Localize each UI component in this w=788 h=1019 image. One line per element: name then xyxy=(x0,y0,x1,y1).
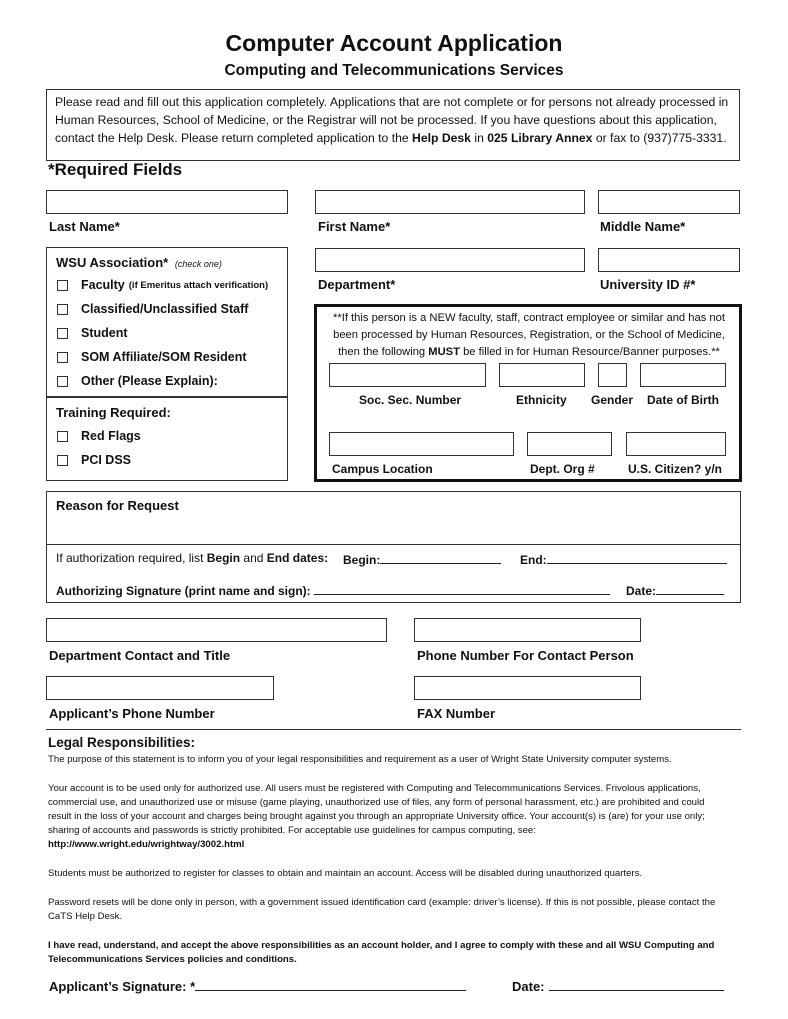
legal-divider xyxy=(46,729,741,730)
checkbox[interactable] xyxy=(57,455,68,466)
university-id-label: University ID #* xyxy=(600,277,696,292)
begin-word: Begin xyxy=(206,551,241,565)
checkbox[interactable] xyxy=(57,431,68,442)
new-person-text: **If this person is a NEW faculty, staff, contract employee or similar and has not been processed by Human Resources, Registration, or the School of Medicine, then the following xyxy=(333,312,725,358)
ethnicity-label: Ethnicity xyxy=(516,393,567,407)
option-label: Red Flags xyxy=(81,429,141,443)
authorizing-signature-line[interactable] xyxy=(314,582,610,595)
new-person-text-end: be filled in for Human Resource/Banner purposes.** xyxy=(459,346,720,358)
instructions-fax: or fax to (937)775-3331. xyxy=(592,131,727,145)
department-contact-field[interactable] xyxy=(46,618,387,642)
applicant-phone-label: Applicant’s Phone Number xyxy=(49,706,215,721)
legal-paragraph-2: Your account is to be used only for authorized use. All users must be registered with Computing and Telecommunications Services. Frivolous applications, commercial use, and unauthorized use or misuse (game playing, unauthorized use of files, any form of personal harassment, etc.) are prohibited and could result in the loss of your account and charges being brought against you through an appropriate University office. Your account(s) is (are) for your use only; sharing of accounts and passwords is strictly prohibited. For acceptable use guidelines for campus computing, see: xyxy=(48,783,705,836)
authorizing-date-line[interactable] xyxy=(656,582,724,595)
training-heading: Training Required: xyxy=(56,405,171,420)
begin-date-field[interactable] xyxy=(343,551,501,567)
legal-heading: Legal Responsibilities: xyxy=(48,735,196,750)
instructions-text: Please read and fill out this application completely. Applications that are not complete or for persons not already processed in Human Resources, School of Medicine, or the Registrar will not be processed. If you have questions about this application, contact the Help Desk. Please return completed application to the xyxy=(55,95,729,145)
campus-location-field[interactable] xyxy=(329,432,514,456)
ssn-label: Soc. Sec. Number xyxy=(359,393,462,407)
university-id-field[interactable] xyxy=(598,248,740,272)
dept-org-label: Dept. Org # xyxy=(530,462,595,476)
authorizing-signature-label: Authorizing Signature (print name and sign): xyxy=(56,584,311,598)
checkbox[interactable] xyxy=(57,280,68,291)
contact-phone-label: Phone Number For Contact Person xyxy=(417,648,634,663)
ethnicity-field[interactable] xyxy=(499,363,585,387)
dob-label: Date of Birth xyxy=(647,393,719,407)
page-title: Computer Account Application xyxy=(225,30,563,56)
department-contact-label: Department Contact and Title xyxy=(49,648,231,663)
reason-divider xyxy=(46,544,741,545)
applicant-signature-field[interactable] xyxy=(49,978,466,994)
dept-org-field[interactable] xyxy=(527,432,612,456)
page-subtitle: Computing and Telecommunications Services xyxy=(224,62,564,79)
checkbox[interactable] xyxy=(57,328,68,339)
ssn-field[interactable] xyxy=(329,363,486,387)
legal-paragraph-4: Password resets will be done only in person, with a government issued identification card (example: driver’s license). If this is not possible, please contact the CaTS Help Desk. xyxy=(48,897,716,922)
gender-label: Gender xyxy=(591,393,634,407)
option-label: Faculty xyxy=(81,278,125,292)
dob-field[interactable] xyxy=(640,363,726,387)
help-desk-emphasis: Help Desk xyxy=(412,131,471,145)
instructions-box xyxy=(46,89,740,161)
reason-heading: Reason for Request xyxy=(56,498,179,513)
end-date-field[interactable] xyxy=(520,551,727,567)
option-label: PCI DSS xyxy=(81,453,132,467)
association-option-other[interactable] xyxy=(57,374,218,388)
first-name-label: First Name* xyxy=(318,219,391,234)
first-name-field[interactable] xyxy=(315,190,585,214)
location-emphasis: 025 Library Annex xyxy=(487,131,593,145)
association-option-som[interactable] xyxy=(57,350,247,364)
acceptable-use-link[interactable]: http://www.wright.edu/wrightway/3002.html xyxy=(48,839,245,850)
checkbox[interactable] xyxy=(57,352,68,363)
fax-field[interactable] xyxy=(414,676,641,700)
applicant-signature-label: Applicant’s Signature: * xyxy=(49,979,196,994)
authorizing-date-field[interactable] xyxy=(626,582,724,598)
legal-paragraph-3: Students must be authorized to register for classes to obtain and maintain an account. Access will be disabled during unauthorized quarters. xyxy=(48,868,643,879)
campus-location-label: Campus Location xyxy=(332,462,433,476)
association-heading-text: WSU Association* xyxy=(56,255,169,270)
department-field[interactable] xyxy=(315,248,585,272)
authorization-dates-row xyxy=(56,551,328,565)
signature-date-line[interactable] xyxy=(549,978,724,991)
last-name-field[interactable] xyxy=(46,190,288,214)
option-label: Student xyxy=(81,326,128,340)
legal-agreement: I have read, understand, and accept the above responsibilities as an account holder, and I agree to comply with these and all WSU Computing and Telecommunications Services policies and conditions. xyxy=(48,940,715,965)
fax-label: FAX Number xyxy=(417,706,496,721)
citizen-label: U.S. Citizen? y/n xyxy=(628,462,723,476)
gender-field[interactable] xyxy=(598,363,627,387)
and-word: and xyxy=(240,551,267,565)
must-emphasis: MUST xyxy=(428,346,460,358)
begin-label: Begin: xyxy=(343,553,381,567)
option-label: Other (Please Explain): xyxy=(81,374,218,388)
end-line[interactable] xyxy=(547,551,727,564)
middle-name-field[interactable] xyxy=(598,190,740,214)
signature-date-label: Date: xyxy=(512,979,545,994)
signature-date-field[interactable] xyxy=(512,978,724,994)
last-name-label: Last Name* xyxy=(49,219,120,234)
legal-paragraph-1: The purpose of this statement is to inform you of your legal responsibilities and requirement as a user of Wright State University computer systems. xyxy=(48,754,672,765)
training-option-pci-dss[interactable] xyxy=(57,453,131,467)
checkbox[interactable] xyxy=(57,376,68,387)
applicant-signature-line[interactable] xyxy=(195,978,466,991)
association-hint: (check one) xyxy=(174,259,222,269)
authorizing-signature-field[interactable] xyxy=(56,582,610,598)
association-option-staff[interactable] xyxy=(57,302,248,316)
citizen-field[interactable] xyxy=(626,432,726,456)
new-person-instructions xyxy=(322,310,736,361)
department-label: Department* xyxy=(318,277,396,292)
begin-line[interactable] xyxy=(380,551,501,564)
association-option-faculty[interactable] xyxy=(57,278,268,292)
checkbox[interactable] xyxy=(57,304,68,315)
option-label: SOM Affiliate/SOM Resident xyxy=(81,350,247,364)
training-option-red-flags[interactable] xyxy=(57,429,141,443)
association-option-student[interactable] xyxy=(57,326,128,340)
end-label: End: xyxy=(520,553,547,567)
association-heading xyxy=(56,255,222,270)
required-fields-heading: *Required Fields xyxy=(48,160,183,179)
end-word: End dates: xyxy=(266,551,329,565)
contact-phone-field[interactable] xyxy=(414,618,641,642)
authorization-text: If authorization required, list xyxy=(56,551,207,565)
option-note: (if Emeritus attach verification) xyxy=(128,279,269,291)
option-label: Classified/Unclassified Staff xyxy=(81,302,249,316)
middle-name-label: Middle Name* xyxy=(600,219,686,234)
instructions-connector: in xyxy=(470,131,488,145)
applicant-phone-field[interactable] xyxy=(46,676,274,700)
authorizing-date-label: Date: xyxy=(626,584,657,598)
